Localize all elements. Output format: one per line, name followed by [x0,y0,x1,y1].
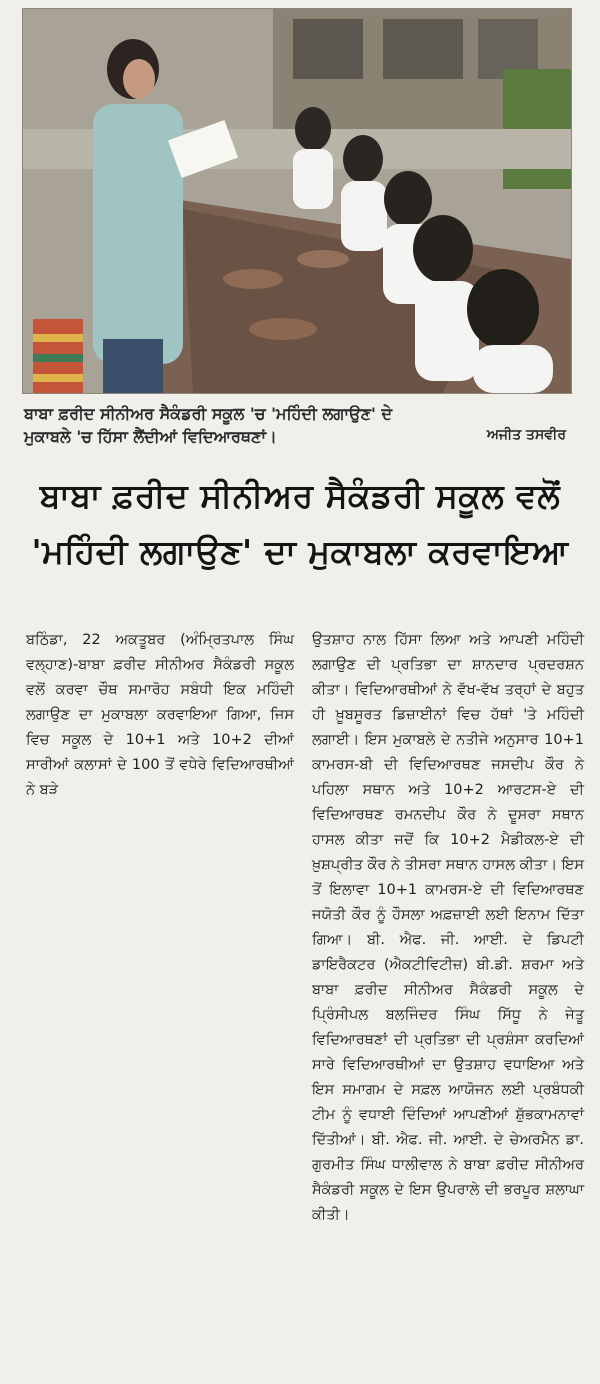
headline-line-2: 'ਮਹਿੰਦੀ ਲਗਾਉਣ' ਦਾ ਮੁਕਾਬਲਾ ਕਰਵਾਇਆ [31,532,569,571]
article-text-left: ਬਠਿੰਡਾ, 22 ਅਕਤੂਬਰ (ਅੰਮ੍ਰਿਤਪਾਲ ਸਿੰਘ ਵਲ੍ਹਾਣ)-ਬਾਬਾ ਫ਼ਰੀਦ ਸੀਨੀਅਰ ਸੈਕੰਡਰੀ ਸਕੂਲ ਵਲੋਂ ਕਰਵਾ ਚੌਥ ਸਮਾਰੋਹ ਸਬੰਧੀ ਇਕ ਮਹਿੰਦੀ ਲਗਾਉਣ ਦਾ ਮੁਕਾਬਲਾ ਕਰਵਾਇਆ ਗਿਆ, ਜਿਸ ਵਿਚ ਸਕੂਲ ਦੇ 10+1 ਅਤੇ 10+2 ਦੀਆਂ ਸਾਰੀਆਂ ਕਲਾਸਾਂ ਦੇ 100 ਤੋਂ ਵਧੇਰੇ ਵਿਦਿਆਰਥੀਆਂ ਨੇ ਬੜੇ [26,632,294,798]
headline-line-1: ਬਾਬਾ ਫ਼ਰੀਦ ਸੀਨੀਅਰ ਸੈਕੰਡਰੀ ਸਕੂਲ ਵਲੋਂ [39,476,561,515]
caption-line-2: ਮੁਕਾਬਲੇ 'ਚ ਹਿੱਸਾ ਲੈਂਦੀਆਂ ਵਿਦਿਆਰਥਣਾਂ। [24,427,277,446]
window-1 [293,19,363,79]
bag-stripe-1 [33,334,83,342]
student-head-4 [413,215,473,283]
headline [10,468,590,580]
student-uniform-5 [473,345,553,393]
hand-2 [249,318,317,340]
teacher-face [123,59,155,99]
bag-stripe-3 [33,374,83,382]
student-head-3 [384,171,432,227]
photo-credit: ਅਜੀਤ ਤਸਵੀਰ [486,427,566,443]
window-2 [383,19,463,79]
article-column-left [26,628,294,803]
student-head-5 [467,269,539,349]
student-uniform-2 [341,181,387,251]
photo-illustration [23,9,571,393]
student-head-2 [343,135,383,183]
news-photo [22,8,572,394]
student-uniform-1 [293,149,333,209]
teacher-trousers [103,339,163,393]
bag-stripe-2 [33,354,83,362]
student-head-1 [295,107,331,151]
hand-3 [297,250,349,268]
article-column-right [312,628,584,1228]
hand-1 [223,269,283,289]
caption-line-1: ਬਾਬਾ ਫ਼ਰੀਦ ਸੀਨੀਅਰ ਸੈਕੰਡਰੀ ਸਕੂਲ 'ਚ 'ਮਹਿੰਦੀ ਲਗਾਉਣ' ਦੇ [24,404,393,423]
article-text-right: ਉਤਸ਼ਾਹ ਨਾਲ ਹਿੱਸਾ ਲਿਆ ਅਤੇ ਆਪਣੀ ਮਹਿੰਦੀ ਲਗਾਉਣ ਦੀ ਪ੍ਰਤਿਭਾ ਦਾ ਸ਼ਾਨਦਾਰ ਪ੍ਰਦਰਸ਼ਨ ਕੀਤਾ। ਵਿਦਿਆਰਥੀਆਂ ਨੇ ਵੱਖ-ਵੱਖ ਤਰ੍ਹਾਂ ਦੇ ਬਹੁਤ ਹੀ ਖ਼ੂਬਸੂਰਤ ਡਿਜ਼ਾਈਨਾਂ ਵਿਚ ਹੱਥਾਂ 'ਤੇ ਮਹਿੰਦੀ ਲਗਾਈ। ਇਸ ਮੁਕਾਬਲੇ ਦੇ ਨਤੀਜੇ ਅਨੁਸਾਰ 10+1 ਕਾਮਰਸ-ਬੀ ਦੀ ਵਿਦਿਆਰਥਣ ਜਸਦੀਪ ਕੌਰ ਨੇ ਪਹਿਲਾ ਸਥਾਨ ਅਤੇ 10+2 ਆਰਟਸ-ਏ ਦੀ ਵਿਦਿਆਰਥਣ ਰਮਨਦੀਪ ਕੌਰ ਨੇ ਦੂਸਰਾ ਸਥਾਨ ਹਾਸਲ ਕੀਤਾ ਜਦੋਂ ਕਿ 10+2 ਮੈਡੀਕਲ-ਏ ਦੀ ਖ਼ੁਸ਼ਪ੍ਰੀਤ ਕੌਰ ਨੇ ਤੀਸਰਾ ਸਥਾਨ ਹਾਸਲ ਕੀਤਾ। ਇਸ ਤੋਂ ਇਲਾਵਾ 10+1 ਕਾਮਰਸ-ਏ ਦੀ ਵਿਦਿਆਰਥਣ ਜਯੋਤੀ ਕੌਰ ਨੂੰ ਹੌਸਲਾ ਅਫ਼ਜ਼ਾਈ ਲਈ ਇਨਾਮ ਦਿੱਤਾ ਗਿਆ। ਬੀ. ਐਫ. ਜੀ. ਆਈ. ਦੇ ਡਿਪਟੀ ਡਾਇਰੈਕਟਰ (ਐਕਟੀਵਿਟੀਜ਼) ਬੀ.ਡੀ. ਸ਼ਰਮਾ ਅਤੇ ਬਾਬਾ ਫ਼ਰੀਦ ਸੀਨੀਅਰ ਸੈਕੰਡਰੀ ਸਕੂਲ ਦੇ ਪ੍ਰਿੰਸੀਪਲ ਬਲਜਿੰਦਰ ਸਿੰਘ ਸਿੱਧੂ ਨੇ ਜੇਤੂ ਵਿਦਿਆਰਥਣਾਂ ਦੀ ਪ੍ਰਤਿਭਾ ਦੀ ਪ੍ਰਸ਼ੰਸਾ ਕਰਦਿਆਂ ਸਾਰੇ ਵਿਦਿਆਰਥੀਆਂ ਦਾ ਉਤਸ਼ਾਹ ਵਧਾਇਆ ਅਤੇ ਇਸ ਸਮਾਗਮ ਦੇ ਸਫ਼ਲ ਆਯੋਜਨ ਲਈ ਪ੍ਰਬੰਧਕੀ ਟੀਮ ਨੂੰ ਵਧਾਈ ਦਿੰਦਿਆਂ ਆਪਣੀਆਂ ਸ਼ੁੱਭਕਾਮਨਾਵਾਂ ਦਿੱਤੀਆਂ। ਬੀ. ਐਫ. ਜੀ. ਆਈ. ਦੇ ਚੇਅਰਮੈਨ ਡਾ. ਗੁਰਮੀਤ ਸਿੰਘ ਧਾਲੀਵਾਲ ਨੇ ਬਾਬਾ ਫ਼ਰੀਦ ਸੀਨੀਅਰ ਸੈਕੰਡਰੀ ਸਕੂਲ ਦੇ ਇਸ ਉਪਰਾਲੇ ਦੀ ਭਰਪੂਰ ਸ਼ਲਾਘਾ ਕੀਤੀ। [312,632,584,1223]
